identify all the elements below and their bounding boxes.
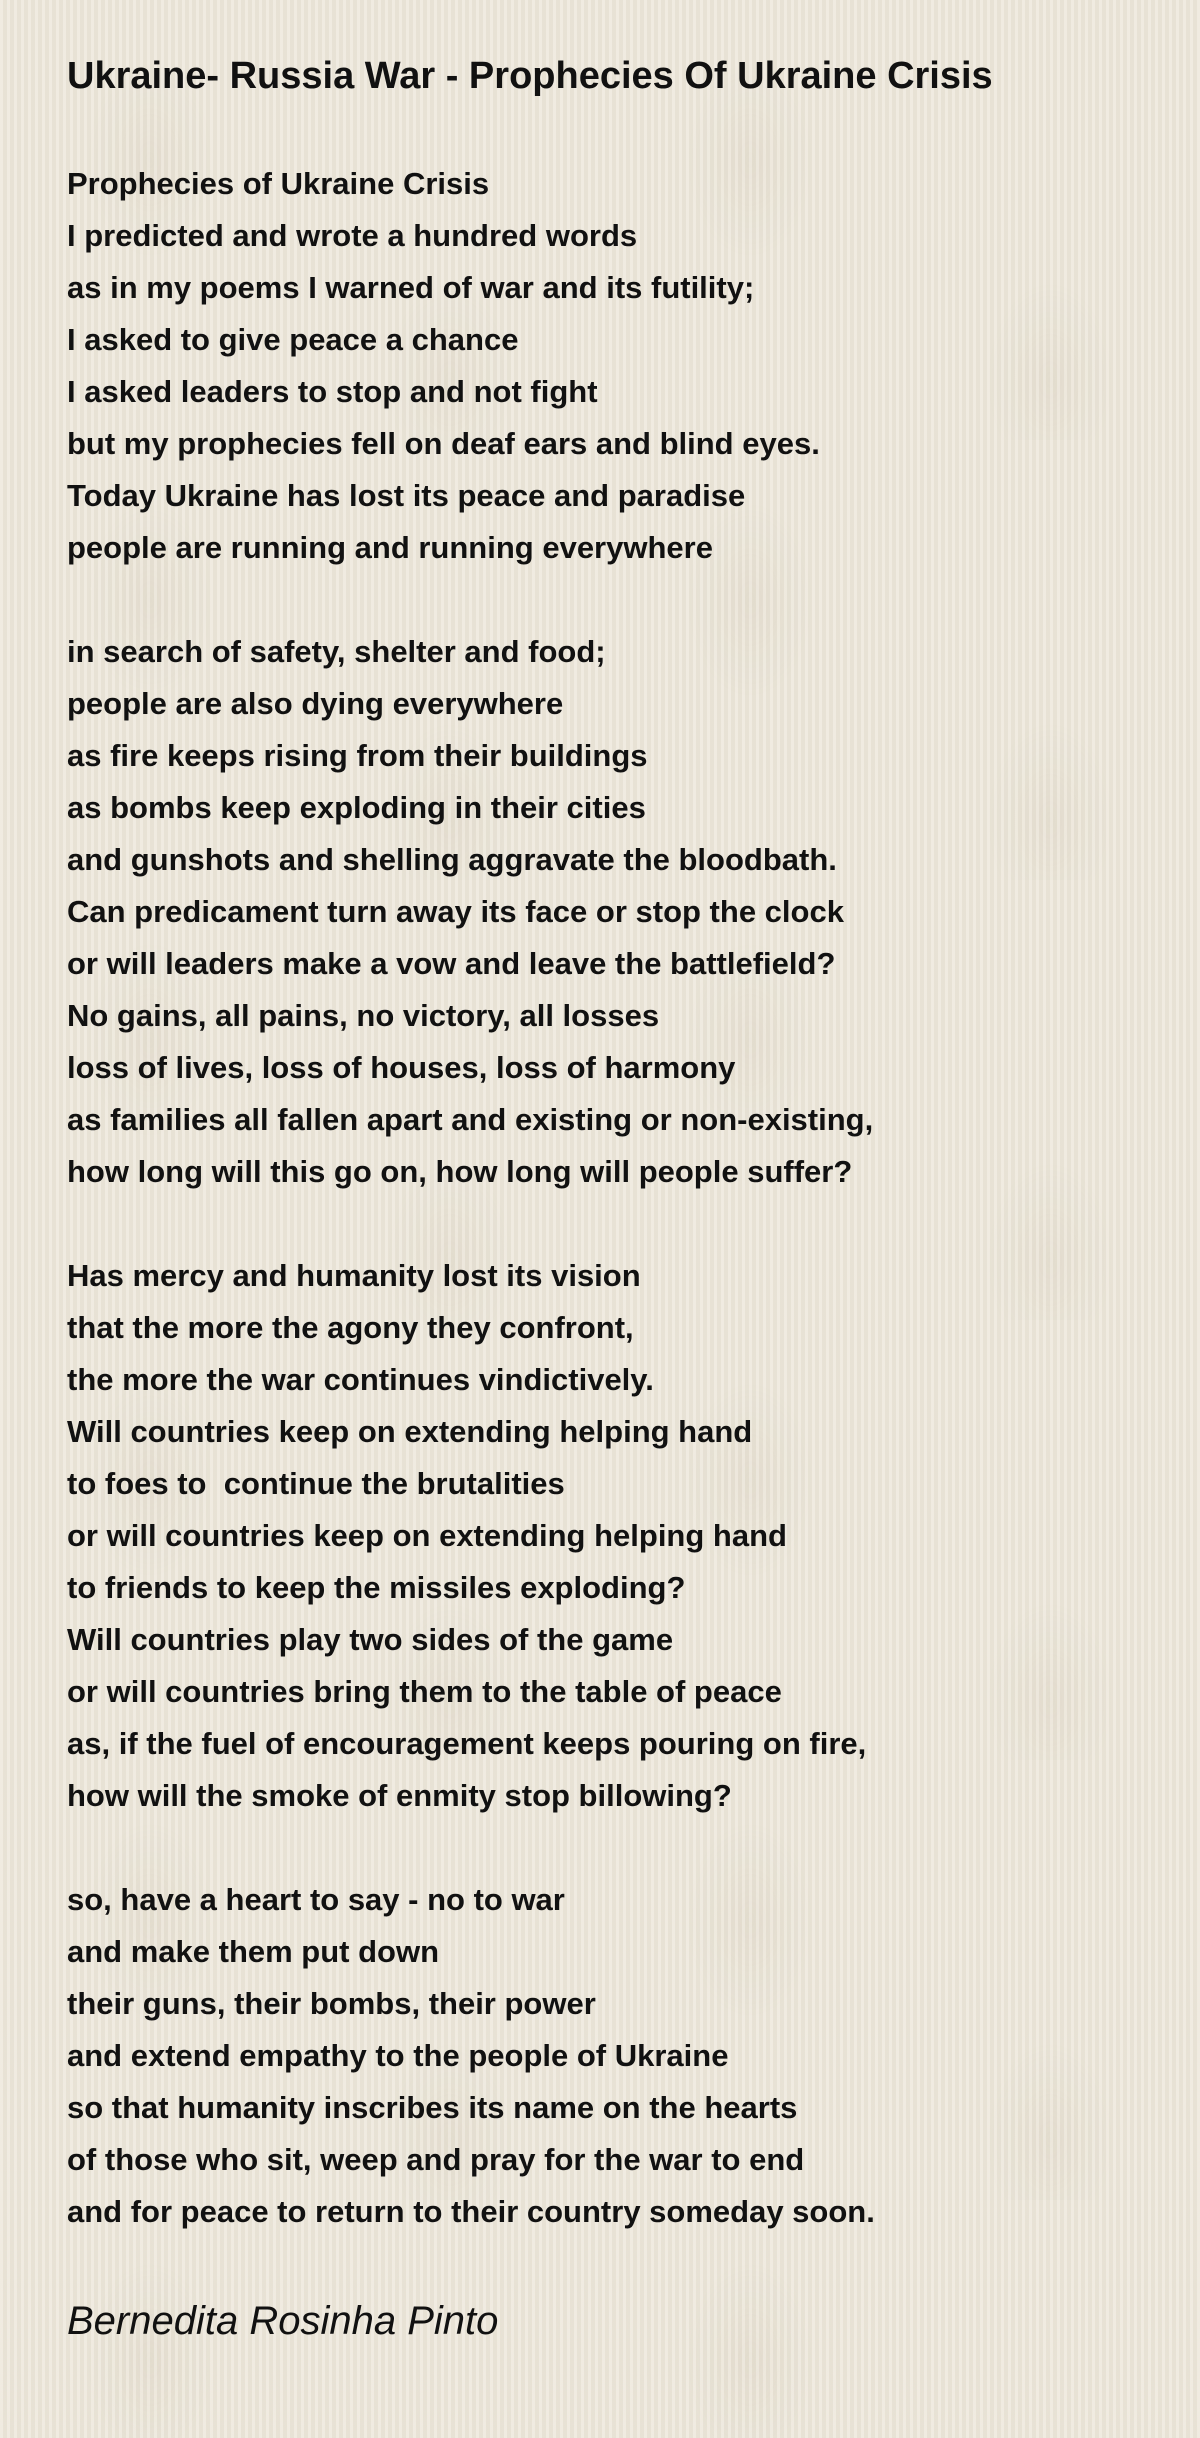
poem-line: to foes to continue the brutalities bbox=[67, 1466, 565, 1501]
poem-line: but my prophecies fell on deaf ears and blind eyes. bbox=[67, 426, 820, 461]
poem-line: people are running and running everywhere bbox=[67, 530, 713, 565]
poem-line: as in my poems I warned of war and its futility; bbox=[67, 270, 755, 305]
poem-container bbox=[67, 50, 1127, 2347]
poem-line: or will countries bring them to the table of peace bbox=[67, 1674, 782, 1709]
poem-line: No gains, all pains, no victory, all losses bbox=[67, 998, 660, 1033]
poem-author: Bernedita Rosinha Pinto bbox=[67, 2299, 499, 2343]
poem-line: that the more the agony they confront, bbox=[67, 1310, 634, 1345]
poem-line: Will countries play two sides of the game bbox=[67, 1622, 674, 1657]
poem-line: their guns, their bombs, their power bbox=[67, 1986, 596, 2021]
poem-line: so, have a heart to say - no to war bbox=[67, 1882, 565, 1917]
poem-line: the more the war continues vindictively. bbox=[67, 1362, 654, 1397]
stanza-break bbox=[67, 1822, 1127, 1874]
poem-title: Ukraine- Russia War - Prophecies Of Ukraine Crisis bbox=[67, 55, 993, 97]
poem-line: and gunshots and shelling aggravate the bloodbath. bbox=[67, 842, 837, 877]
poem-line: Can predicament turn away its face or stop the clock bbox=[67, 894, 844, 929]
poem-line: so that humanity inscribes its name on the hearts bbox=[67, 2090, 798, 2125]
stanza-break bbox=[67, 574, 1127, 626]
poem-line: as, if the fuel of encouragement keeps pouring on fire, bbox=[67, 1726, 867, 1761]
poem-line: I asked to give peace a chance bbox=[67, 322, 519, 357]
poem-line: how long will this go on, how long will people suffer? bbox=[67, 1154, 853, 1189]
poem-line: Will countries keep on extending helping hand bbox=[67, 1414, 753, 1449]
poem-line: and for peace to return to their country someday soon. bbox=[67, 2194, 875, 2229]
poem-line: and make them put down bbox=[67, 1934, 440, 1969]
poem-line: as bombs keep exploding in their cities bbox=[67, 790, 646, 825]
poem-line: people are also dying everywhere bbox=[67, 686, 564, 721]
poem-line: as families all fallen apart and existing or non-existing, bbox=[67, 1102, 874, 1137]
poem-body bbox=[67, 158, 1127, 2238]
poem-line: Today Ukraine has lost its peace and paradise bbox=[67, 478, 746, 513]
stanza-break bbox=[67, 1198, 1127, 1250]
poem-line: I asked leaders to stop and not fight bbox=[67, 374, 598, 409]
poem-line: in search of safety, shelter and food; bbox=[67, 634, 606, 669]
poem-line: or will leaders make a vow and leave the battlefield? bbox=[67, 946, 836, 981]
poem-line: of those who sit, weep and pray for the war to end bbox=[67, 2142, 805, 2177]
poem-line: and extend empathy to the people of Ukraine bbox=[67, 2038, 729, 2073]
poem-line: Prophecies of Ukraine Crisis bbox=[67, 166, 490, 201]
poem-line: or will countries keep on extending helping hand bbox=[67, 1518, 787, 1553]
poem-line: to friends to keep the missiles exploding? bbox=[67, 1570, 686, 1605]
poem-line: I predicted and wrote a hundred words bbox=[67, 218, 638, 253]
poem-line: Has mercy and humanity lost its vision bbox=[67, 1258, 641, 1293]
poem-line: how will the smoke of enmity stop billowing? bbox=[67, 1778, 732, 1813]
poem-line: loss of lives, loss of houses, loss of harmony bbox=[67, 1050, 736, 1085]
poem-line: as fire keeps rising from their buildings bbox=[67, 738, 648, 773]
